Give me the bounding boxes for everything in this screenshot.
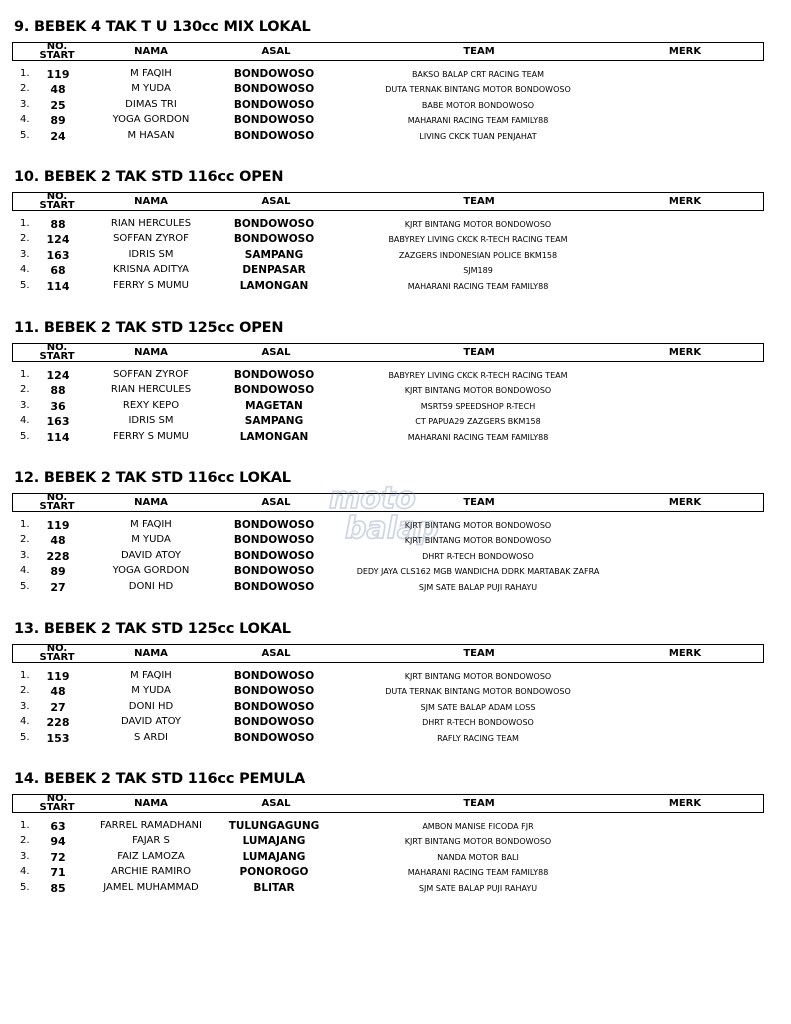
table-row [0, 384, 791, 399]
row-start-number: 228 [46, 550, 70, 563]
row-rider-name: RIAN HERCULES [110, 218, 192, 229]
header-team: TEAM [463, 347, 495, 358]
row-start-number: 114 [46, 280, 70, 293]
row-rider-name: ARCHIE RAMIRO [110, 866, 192, 877]
row-team: KJRT BINTANG MOTOR BONDOWOSO [404, 536, 552, 545]
row-start-number: 94 [50, 835, 66, 848]
row-index: 2. [20, 233, 30, 244]
header-nama: NAMA [134, 497, 168, 508]
row-rider-name: SOFFAN ZYROF [113, 233, 189, 244]
header-asal: ASAL [261, 648, 291, 659]
header-no-line1: NO. [46, 793, 68, 804]
row-start-number: 48 [50, 534, 66, 547]
row-index: 3. [20, 400, 30, 411]
row-start-number: 119 [46, 68, 70, 81]
header-no-start [37, 645, 77, 662]
row-origin: DENPASAR [242, 264, 306, 276]
table-row [0, 280, 791, 295]
row-origin: BONDOWOSO [233, 68, 315, 80]
row-team: NANDA MOTOR BALI [437, 853, 519, 862]
header-no-line2: START [39, 49, 75, 61]
row-index: 4. [20, 264, 30, 275]
header-no-start [37, 795, 77, 812]
row-index: 5. [20, 130, 30, 141]
row-index: 4. [20, 565, 30, 576]
motobalap-watermark-logo [325, 478, 455, 548]
row-origin: MAGETAN [245, 400, 303, 412]
row-team: MAHARANI RACING TEAM FAMILY88 [407, 282, 549, 291]
row-rider-name: M FAQIH [130, 519, 172, 530]
row-origin: BONDOWOSO [233, 519, 315, 531]
row-team: DUTA TERNAK BINTANG MOTOR BONDOWOSO [385, 687, 571, 696]
row-start-number: 163 [46, 249, 70, 262]
section-class-13 [0, 621, 791, 761]
row-index: 3. [20, 701, 30, 712]
row-origin: BONDOWOSO [233, 534, 315, 546]
row-origin: BONDOWOSO [233, 565, 315, 577]
table-row [0, 716, 791, 731]
row-rider-name: M FAQIH [130, 670, 172, 681]
table-row [0, 369, 791, 384]
row-index: 5. [20, 280, 30, 291]
row-start-number: 72 [50, 851, 66, 864]
row-start-number: 124 [46, 369, 70, 382]
row-team: MAHARANI RACING TEAM FAMILY88 [407, 433, 549, 442]
row-team: AMBON MANISE FICODA FJR [422, 822, 534, 831]
row-team: BABYREY LIVING CKCK R-TECH RACING TEAM [388, 235, 568, 244]
row-index: 4. [20, 866, 30, 877]
header-asal: ASAL [261, 798, 291, 809]
row-rider-name: YOGA GORDON [112, 114, 190, 125]
section-title: 14. BEBEK 2 TAK STD 116cc PEMULA [14, 771, 306, 787]
row-rider-name: M HASAN [127, 130, 175, 141]
table-header [12, 644, 764, 663]
row-index: 2. [20, 835, 30, 846]
row-rider-name: FARREL RAMADHANI [100, 820, 202, 831]
row-start-number: 63 [50, 820, 66, 833]
row-rider-name: IDRIS SM [128, 249, 174, 260]
row-origin: LUMAJANG [242, 835, 306, 847]
row-rider-name: DIMAS TRI [125, 99, 177, 110]
section-class-11 [0, 320, 791, 460]
table-header [12, 794, 764, 813]
table-row [0, 851, 791, 866]
table-header [12, 343, 764, 362]
row-rider-name: DONI HD [128, 701, 174, 712]
header-asal: ASAL [261, 196, 291, 207]
row-index: 1. [20, 218, 30, 229]
row-team: LIVING CKCK TUAN PENJAHAT [419, 132, 537, 141]
header-team: TEAM [463, 648, 495, 659]
header-team: TEAM [463, 497, 495, 508]
row-start-number: 27 [50, 581, 66, 594]
row-index: 5. [20, 431, 30, 442]
header-no-start [37, 193, 77, 210]
row-team: RAFLY RACING TEAM [437, 734, 519, 743]
row-start-number: 119 [46, 519, 70, 532]
header-team: TEAM [463, 196, 495, 207]
row-start-number: 48 [50, 83, 66, 96]
row-team: MSRT59 SPEEDSHOP R-TECH [420, 402, 536, 411]
row-team: MAHARANI RACING TEAM FAMILY88 [407, 116, 549, 125]
header-no-line1: NO. [46, 342, 68, 353]
header-no-line1: NO. [46, 41, 68, 52]
row-index: 2. [20, 685, 30, 696]
row-origin: BONDOWOSO [233, 550, 315, 562]
row-team: BABYREY LIVING CKCK R-TECH RACING TEAM [388, 371, 568, 380]
row-rider-name: S ARDI [134, 732, 168, 743]
header-merk: MERK [668, 648, 702, 659]
row-index: 2. [20, 83, 30, 94]
row-rider-name: DONI HD [128, 581, 174, 592]
header-asal: ASAL [261, 46, 291, 57]
row-team: SJM SATE BALAP PUJI RAHAYU [418, 583, 538, 592]
row-team: SJM SATE BALAP ADAM LOSS [420, 703, 536, 712]
row-rider-name: SOFFAN ZYROF [113, 369, 189, 380]
row-start-number: 25 [50, 99, 66, 112]
row-team: BAKSO BALAP CRT RACING TEAM [411, 70, 545, 79]
table-row [0, 83, 791, 98]
row-origin: BONDOWOSO [233, 369, 315, 381]
row-rider-name: FAIZ LAMOZA [117, 851, 185, 862]
row-start-number: 88 [50, 384, 66, 397]
table-row [0, 565, 791, 580]
row-index: 1. [20, 68, 30, 79]
row-rider-name: FERRY S MUMU [112, 431, 190, 442]
row-origin: SAMPANG [244, 249, 304, 261]
row-rider-name: FERRY S MUMU [112, 280, 190, 291]
table-row [0, 701, 791, 716]
header-asal: ASAL [261, 347, 291, 358]
table-header [12, 42, 764, 61]
table-row [0, 233, 791, 248]
row-rider-name: REXY KEPO [122, 400, 180, 411]
header-team: TEAM [463, 46, 495, 57]
section-title: 10. BEBEK 2 TAK STD 116cc OPEN [14, 169, 284, 185]
table-row [0, 400, 791, 415]
row-index: 3. [20, 550, 30, 561]
row-start-number: 27 [50, 701, 66, 714]
table-row [0, 114, 791, 129]
row-team: SJM189 [463, 266, 493, 275]
row-rider-name: IDRIS SM [128, 415, 174, 426]
header-nama: NAMA [134, 196, 168, 207]
row-team: DEDY JAYA CLS162 MGB WANDICHA DDRK MARTABAK ZAFRA [356, 567, 600, 576]
row-start-number: 36 [50, 400, 66, 413]
row-origin: BONDOWOSO [233, 716, 315, 728]
row-origin: PONOROGO [239, 866, 309, 878]
row-origin: BONDOWOSO [233, 114, 315, 126]
header-no-line2: START [39, 350, 75, 362]
row-start-number: 228 [46, 716, 70, 729]
row-index: 2. [20, 534, 30, 545]
table-row [0, 550, 791, 565]
row-team: KJRT BINTANG MOTOR BONDOWOSO [404, 837, 552, 846]
row-team: DHRT R-TECH BONDOWOSO [422, 718, 534, 727]
header-no-start [37, 43, 77, 60]
row-team: DUTA TERNAK BINTANG MOTOR BONDOWOSO [385, 85, 571, 94]
header-no-line1: NO. [46, 191, 68, 202]
row-index: 1. [20, 369, 30, 380]
header-merk: MERK [668, 497, 702, 508]
table-row [0, 835, 791, 850]
row-start-number: 89 [50, 114, 66, 127]
row-rider-name: M FAQIH [130, 68, 172, 79]
row-origin: BONDOWOSO [233, 384, 315, 396]
row-origin: BONDOWOSO [233, 218, 315, 230]
row-origin: BONDOWOSO [233, 99, 315, 111]
row-index: 4. [20, 415, 30, 426]
row-origin: LAMONGAN [239, 280, 309, 292]
row-origin: BONDOWOSO [233, 670, 315, 682]
row-origin: BONDOWOSO [233, 233, 315, 245]
row-start-number: 85 [50, 882, 66, 895]
row-start-number: 153 [46, 732, 70, 745]
table-row [0, 866, 791, 881]
header-team: TEAM [463, 798, 495, 809]
section-class-9 [0, 19, 791, 159]
row-rider-name: RIAN HERCULES [110, 384, 192, 395]
row-start-number: 119 [46, 670, 70, 683]
header-no-line2: START [39, 651, 75, 663]
table-row [0, 732, 791, 747]
table-row [0, 820, 791, 835]
row-origin: LAMONGAN [239, 431, 309, 443]
table-row [0, 581, 791, 596]
watermark-line2: balap [345, 511, 439, 546]
row-start-number: 88 [50, 218, 66, 231]
row-team: KJRT BINTANG MOTOR BONDOWOSO [404, 220, 552, 229]
header-nama: NAMA [134, 648, 168, 659]
row-start-number: 89 [50, 565, 66, 578]
table-row [0, 264, 791, 279]
header-no-line1: NO. [46, 492, 68, 503]
header-merk: MERK [668, 347, 702, 358]
row-index: 1. [20, 820, 30, 831]
row-rider-name: DAVID ATOY [121, 550, 181, 561]
section-title: 9. BEBEK 4 TAK T U 130cc MIX LOKAL [14, 19, 311, 35]
header-merk: MERK [668, 46, 702, 57]
row-team: BABE MOTOR BONDOWOSO [421, 101, 535, 110]
table-row [0, 670, 791, 685]
section-class-10 [0, 169, 791, 309]
section-title: 12. BEBEK 2 TAK STD 116cc LOKAL [14, 470, 291, 486]
table-row [0, 882, 791, 897]
row-start-number: 71 [50, 866, 66, 879]
row-rider-name: YOGA GORDON [112, 565, 190, 576]
table-row [0, 415, 791, 430]
row-start-number: 124 [46, 233, 70, 246]
row-origin: BONDOWOSO [233, 732, 315, 744]
row-team: MAHARANI RACING TEAM FAMILY88 [407, 868, 549, 877]
header-no-start [37, 344, 77, 361]
row-rider-name: M YUDA [131, 685, 171, 696]
table-row [0, 685, 791, 700]
row-origin: BONDOWOSO [233, 685, 315, 697]
row-origin: SAMPANG [244, 415, 304, 427]
row-team: ZAZGERS INDONESIAN POLICE BKM158 [398, 251, 558, 260]
row-origin: LUMAJANG [242, 851, 306, 863]
row-index: 4. [20, 114, 30, 125]
row-rider-name: M YUDA [131, 83, 171, 94]
row-start-number: 68 [50, 264, 66, 277]
row-index: 3. [20, 249, 30, 260]
row-start-number: 114 [46, 431, 70, 444]
row-index: 3. [20, 99, 30, 110]
header-no-start [37, 494, 77, 511]
row-start-number: 163 [46, 415, 70, 428]
row-index: 5. [20, 732, 30, 743]
row-index: 5. [20, 882, 30, 893]
row-origin: BLITAR [253, 882, 295, 894]
row-team: KJRT BINTANG MOTOR BONDOWOSO [404, 672, 552, 681]
row-index: 2. [20, 384, 30, 395]
row-index: 1. [20, 519, 30, 530]
row-team: KJRT BINTANG MOTOR BONDOWOSO [404, 386, 552, 395]
table-row [0, 218, 791, 233]
table-header [12, 192, 764, 211]
table-row [0, 130, 791, 145]
row-rider-name: JAMEL MUHAMMAD [103, 882, 199, 893]
row-index: 3. [20, 851, 30, 862]
row-rider-name: KRISNA ADITYA [112, 264, 190, 275]
row-index: 1. [20, 670, 30, 681]
row-index: 5. [20, 581, 30, 592]
row-origin: BONDOWOSO [233, 83, 315, 95]
watermark-line1: moto [329, 481, 416, 516]
section-title: 13. BEBEK 2 TAK STD 125cc LOKAL [14, 621, 291, 637]
row-rider-name: FAJAR S [132, 835, 170, 846]
row-team: KJRT BINTANG MOTOR BONDOWOSO [404, 521, 552, 530]
row-rider-name: DAVID ATOY [121, 716, 181, 727]
row-origin: BONDOWOSO [233, 130, 315, 142]
section-title: 11. BEBEK 2 TAK STD 125cc OPEN [14, 320, 284, 336]
row-origin: TULUNGAGUNG [228, 820, 320, 832]
section-class-14 [0, 771, 791, 911]
table-row [0, 249, 791, 264]
row-start-number: 48 [50, 685, 66, 698]
header-asal: ASAL [261, 497, 291, 508]
row-start-number: 24 [50, 130, 66, 143]
row-index: 4. [20, 716, 30, 727]
table-row [0, 68, 791, 83]
row-origin: BONDOWOSO [233, 581, 315, 593]
header-nama: NAMA [134, 798, 168, 809]
header-no-line1: NO. [46, 643, 68, 654]
row-rider-name: M YUDA [131, 534, 171, 545]
row-team: DHRT R-TECH BONDOWOSO [422, 552, 534, 561]
header-no-line2: START [39, 801, 75, 813]
table-row [0, 431, 791, 446]
header-merk: MERK [668, 196, 702, 207]
header-nama: NAMA [134, 347, 168, 358]
header-nama: NAMA [134, 46, 168, 57]
row-origin: BONDOWOSO [233, 701, 315, 713]
header-no-line2: START [39, 199, 75, 211]
header-no-line2: START [39, 500, 75, 512]
table-row [0, 99, 791, 114]
header-merk: MERK [668, 798, 702, 809]
row-team: SJM SATE BALAP PUJI RAHAYU [418, 884, 538, 893]
row-team: CT PAPUA29 ZAZGERS BKM158 [415, 417, 541, 426]
